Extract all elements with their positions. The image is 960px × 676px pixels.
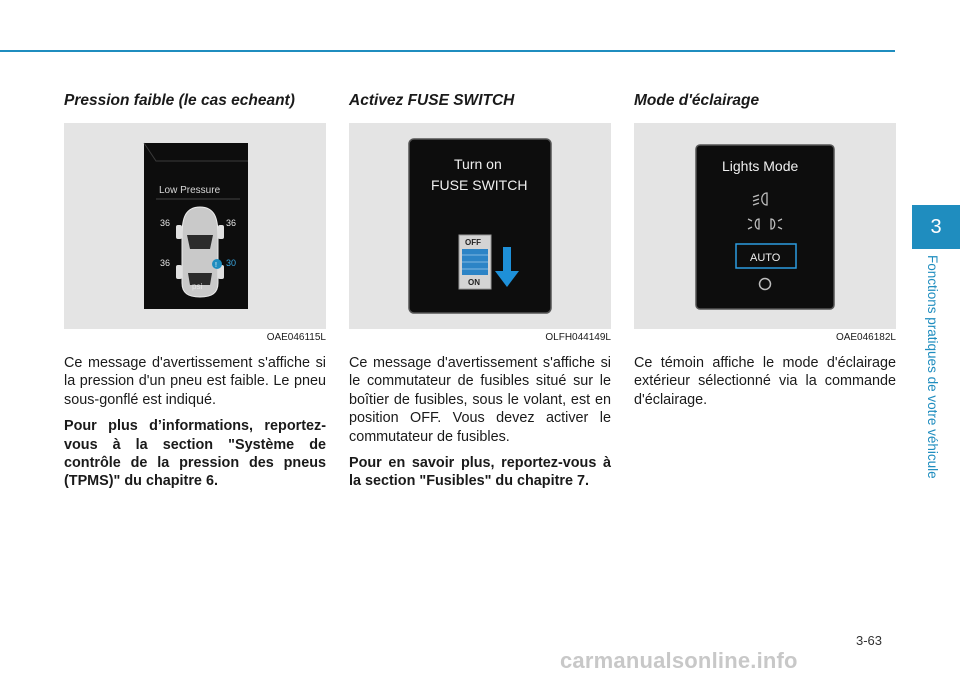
figure-code-1: OAE046115L (266, 332, 326, 343)
heading-low-pressure: Pression faible (le cas echeant) (64, 92, 295, 109)
pressure-unit: psi (192, 282, 203, 291)
heading-lights-mode: Mode d'éclairage (634, 92, 760, 109)
section-tab: 3 (912, 205, 960, 249)
fuse-switch-screen-illustration (349, 123, 611, 329)
note-fuse-switch: Pour en savoir plus, reportez-vous à la section "Fusibles" du chapitre 7. (349, 455, 611, 490)
tire-rear-right-value: 30 (226, 258, 237, 268)
figure-lights-mode (634, 123, 896, 329)
paragraph-lights-mode: Ce témoin affiche le mode d'éclairage extérieur sélectionné via la commande d'éclairage. (634, 355, 896, 408)
top-rule (0, 50, 895, 52)
column-low-pressure (64, 92, 326, 491)
figure-code-3: OAE046182L (835, 332, 896, 343)
svg-text:!: ! (215, 262, 217, 269)
low-pressure-screen-illustration (64, 123, 326, 329)
lights-mode-screen-illustration (634, 123, 896, 329)
auto-label: AUTO (750, 252, 781, 264)
fuse-line2: FUSE SWITCH (431, 177, 528, 193)
fuse-line1: Turn on (454, 156, 502, 172)
tire-front-right-value: 36 (226, 218, 237, 228)
column-fuse-switch (349, 92, 611, 491)
on-label: ON (468, 278, 480, 287)
lights-mode-title: Lights Mode (722, 158, 799, 174)
tire-front-left-value: 36 (160, 218, 171, 228)
sidebar-title: Fonctions pratiques de votre véhicule (925, 255, 940, 479)
note-low-pressure: Pour plus d’informations, reportez-vous à la section "Système de contrôle de la pression des pneus (TPMS)" du chapitre 6. (64, 418, 326, 490)
low-pressure-title: Low Pressure (159, 185, 221, 196)
low-tire-warning-icon (212, 259, 222, 269)
fuse-switch-icon (459, 235, 491, 289)
paragraph-fuse-switch: Ce message d'avertissement s'affiche si le commutateur de fusibles situé sur le boîtier de fusibles, sous le volant, est en position OFF. Vous devez activer le commutateur de fusibles. (349, 355, 611, 445)
figure-code-2: OLFH044149L (545, 332, 611, 343)
off-label: OFF (465, 238, 481, 247)
figure-fuse-switch (349, 123, 611, 329)
paragraph-low-pressure: Ce message d'avertissement s'affiche si la pression d'un pneu est faible. Le pneu sous-gonflé est indiqué. (64, 355, 326, 408)
heading-fuse-switch: Activez FUSE SWITCH (349, 92, 515, 109)
watermark: carmanualsonline.info (560, 648, 798, 673)
tire-rear-left-value: 36 (160, 258, 171, 268)
figure-low-pressure (64, 123, 326, 329)
column-lights-mode (634, 92, 896, 409)
page-number: 3-63 (856, 633, 883, 648)
